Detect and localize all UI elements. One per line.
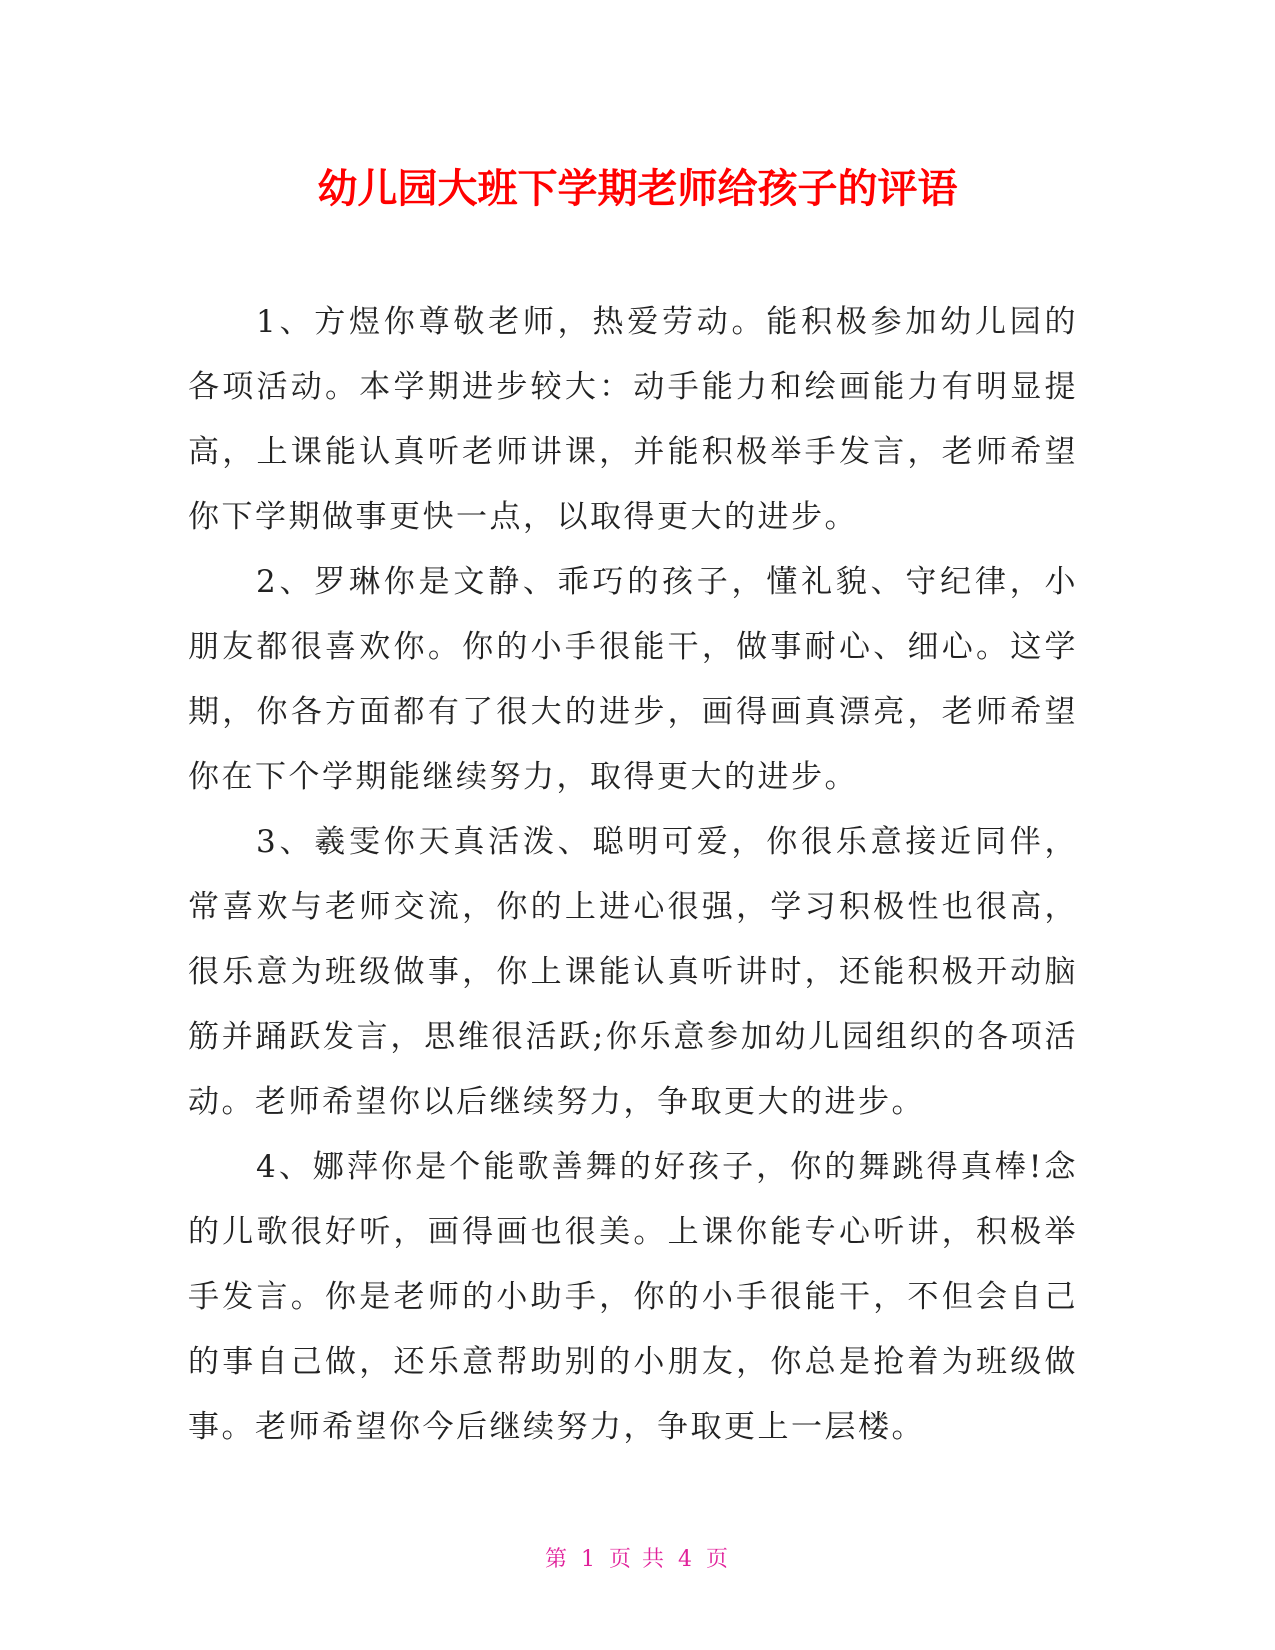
footer-prefix: 第 — [544, 1547, 569, 1572]
page-footer — [0, 1545, 1275, 1575]
footer-suffix: 页 — [706, 1547, 731, 1572]
paragraph-3: 3、羲雯你天真活泼、聪明可爱，你很乐意接近同伴，常喜欢与老师交流，你的上进心很强，学习积极性也很高，很乐意为班级做事，你上课能认真听讲时，还能积极开动脑筋并踊跃发言，思维很活跃;你乐意参加幼儿园组织的各项活动。老师希望你以后继续努力，争取更大的进步。 — [188, 824, 1078, 1120]
paragraph-1: 1、方煜你尊敬老师，热爱劳动。能积极参加幼儿园的各项活动。本学期进步较大：动手能力和绘画能力有明显提高，上课能认真听老师讲课，并能积极举手发言，老师希望你下学期做事更快一点，以取得更大的进步。 — [188, 304, 1078, 535]
document-body — [188, 290, 1078, 1460]
footer-total-pages: 4 — [678, 1547, 694, 1572]
footer-mid: 页 共 — [609, 1547, 666, 1572]
paragraph-4: 4、娜萍你是个能歌善舞的好孩子，你的舞跳得真棒!念的儿歌很好听，画得画也很美。上课你能专心听讲，积极举手发言。你是老师的小助手，你的小手很能干，不但会自己的事自己做，还乐意帮助别的小朋友，你总是抢着为班级做事。老师希望你今后继续努力，争取更上一层楼。 — [188, 1149, 1078, 1445]
document-title: 幼儿园大班下学期老师给孩子的评语 — [317, 166, 958, 212]
footer-current-page: 1 — [581, 1547, 597, 1572]
paragraph-2: 2、罗琳你是文静、乖巧的孩子，懂礼貌、守纪律，小朋友都很喜欢你。你的小手很能干，做事耐心、细心。这学期，你各方面都有了很大的进步，画得画真漂亮，老师希望你在下个学期能继续努力，取得更大的进步。 — [188, 564, 1078, 795]
